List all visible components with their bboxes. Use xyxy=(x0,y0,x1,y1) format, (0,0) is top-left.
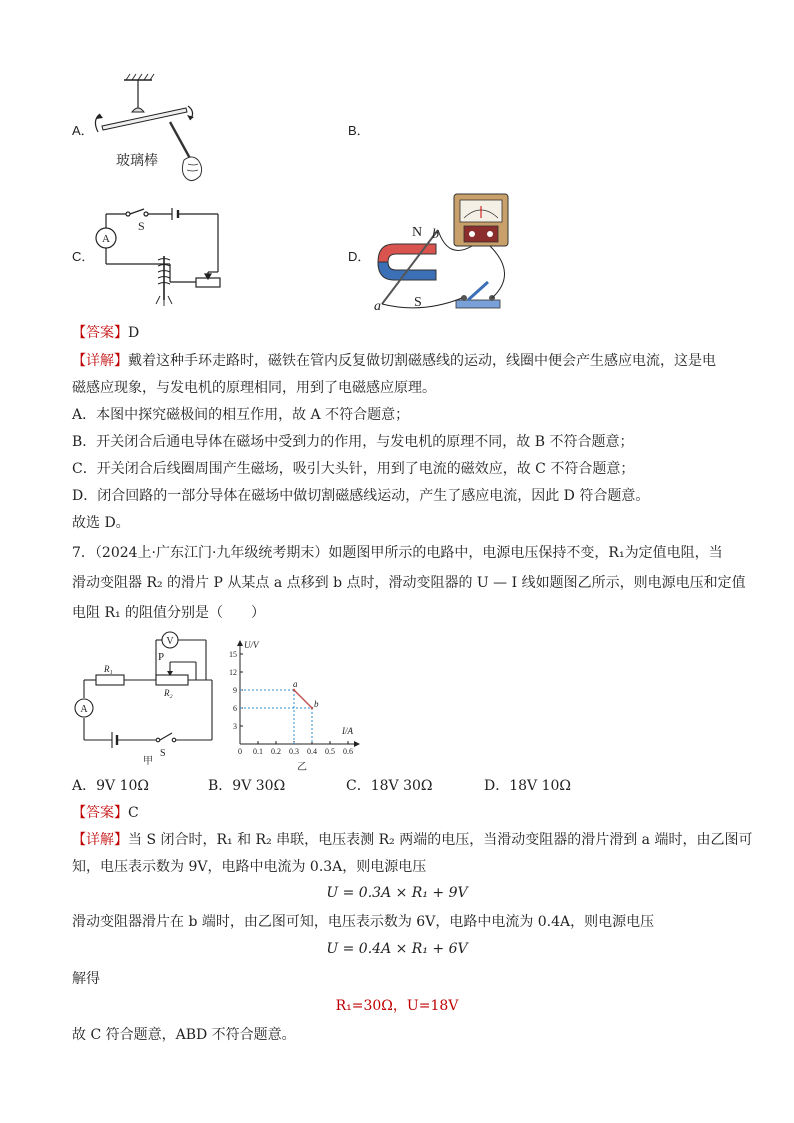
q7-choice-d: D．18V 10Ω xyxy=(484,778,572,794)
option-a-figure xyxy=(88,70,228,188)
d-s-label: S xyxy=(414,295,422,310)
d-b-label: b xyxy=(432,227,439,242)
q6-conclusion: 故选 D。 xyxy=(72,515,130,531)
q7-answer: 【答案】C xyxy=(72,805,139,821)
ui-point xyxy=(311,707,313,709)
x-tick-label: 0.3 xyxy=(289,747,299,756)
option-d-label: D． xyxy=(348,249,371,264)
y-tick-label: 15 xyxy=(229,650,237,659)
q7-ui-graph xyxy=(222,636,362,772)
q6-answer: 【答案】D xyxy=(72,325,140,341)
x-tick-label: 0.5 xyxy=(325,747,335,756)
ui-point xyxy=(293,689,295,691)
option-d-figure xyxy=(372,190,522,314)
q7-stem-line3: 电阻 R₁ 的阻值分别是（ ） xyxy=(72,605,266,621)
q7-choice-b: B．9V 30Ω xyxy=(208,778,286,794)
x-tick-label: 0.6 xyxy=(343,747,353,756)
x-tick-label: 0.4 xyxy=(307,747,317,756)
x-tick-label: 0 xyxy=(238,747,242,756)
q7-choice-c: C．18V 30Ω xyxy=(346,778,433,794)
q6-line-d: D．闭合回路的一部分导体在磁场中做切割磁感线运动，产生了感应电流，因此 D 符合题意。 xyxy=(72,488,650,504)
q7-solve-label: 解得 xyxy=(72,971,100,987)
q7-choice-a: A．9V 10Ω xyxy=(72,778,149,794)
y-tick-label: 3 xyxy=(233,722,237,731)
q7-equation-1: U = 0.3A × R₁ + 9V xyxy=(326,885,468,901)
q6-detail-line1: 【详解】戴着这种手环走路时，磁铁在管内反复做切割磁感线的运动，线圈中便会产生感应电流，这是电 xyxy=(72,353,716,369)
q7-circuit-caption: 甲 xyxy=(143,756,153,767)
x-axis-label: I/A xyxy=(342,726,353,736)
q7-s-label: S xyxy=(160,748,166,759)
d-a-label: a xyxy=(374,299,381,314)
d-n-label: N xyxy=(412,225,423,240)
point-a-label: a xyxy=(293,679,298,689)
q6-line-c: C．开关闭合后线圈周围产生磁场，吸引大头针，用到了电流的磁效应，故 C 不符合题意； xyxy=(72,461,635,477)
option-c-circuit xyxy=(90,200,230,308)
q6-line-b: B．开关闭合后通电导体在磁场中受到力的作用，与发电机的原理不同，故 B 不符合题意； xyxy=(72,434,634,450)
q7-result: R₁=30Ω，U=18V xyxy=(335,998,459,1014)
y-tick-label: 12 xyxy=(229,668,237,677)
option-b-label: B． xyxy=(348,123,370,138)
y-axis-label: U/V xyxy=(244,640,259,650)
glass-rod-label: 玻璃棒 xyxy=(116,153,158,169)
c-ammeter-label: A xyxy=(102,233,110,245)
q7-detail-line1: 【详解】当 S 闭合时，R₁ 和 R₂ 串联，电压表测 R₂ 两端的电压，当滑动变阻器的滑片滑到 a 端时，由乙图可 xyxy=(72,832,753,848)
c-switch-label: S xyxy=(138,219,145,233)
q7-conclusion: 故 C 符合题意，ABD 不符合题意。 xyxy=(72,1027,296,1043)
q7-ammeter-label: A xyxy=(80,704,88,715)
x-axis-arrow xyxy=(354,741,360,747)
y-tick-label: 9 xyxy=(233,686,237,695)
q7-stem-line1: 7．（2024上·广东江门·九年级统考期末）如题图甲所示的电路中，电源电压保持不变，R₁为定值电阻，当 xyxy=(72,545,723,561)
q7-detail-line3: 滑动变阻器滑片在 b 端时，由乙图可知，电压表示数为 6V，电路中电流为 0.4A，则电源电压 xyxy=(72,914,655,930)
point-b-label: b xyxy=(314,699,319,709)
q6-line-a: A．本图中探究磁极间的相互作用，故 A 不符合题意； xyxy=(72,407,410,423)
q7-r1-label: R₁ xyxy=(104,664,113,674)
option-c-label: C． xyxy=(72,249,95,264)
option-a-label: A． xyxy=(72,123,94,138)
q7-detail-line2: 知，电压表示数为 9V，电路中电流为 0.3A，则电源电压 xyxy=(72,859,427,875)
x-tick-label: 0.1 xyxy=(253,747,263,756)
y-axis-arrow xyxy=(237,640,243,646)
y-tick-label: 6 xyxy=(233,704,237,713)
q6-detail-line2: 磁感应现象，与发电机的原理相同，用到了电磁感应原理。 xyxy=(72,380,436,396)
q7-stem-line2: 滑动变阻器 R₂ 的滑片 P 从某点 a 点移到 b 点时，滑动变阻器的 U — I 线如题图乙所示，则电源电压和定值 xyxy=(72,575,746,591)
ui-series-line xyxy=(294,690,312,708)
graph-caption: 乙 xyxy=(297,762,307,772)
q7-p-label: P xyxy=(158,651,165,663)
q7-equation-2: U = 0.4A × R₁ + 6V xyxy=(326,941,468,957)
q7-r2-label: R₂ xyxy=(164,688,173,698)
x-tick-label: 0.2 xyxy=(271,747,281,756)
q7-circuit-figure xyxy=(70,628,220,768)
q7-voltmeter-label: V xyxy=(166,636,174,647)
